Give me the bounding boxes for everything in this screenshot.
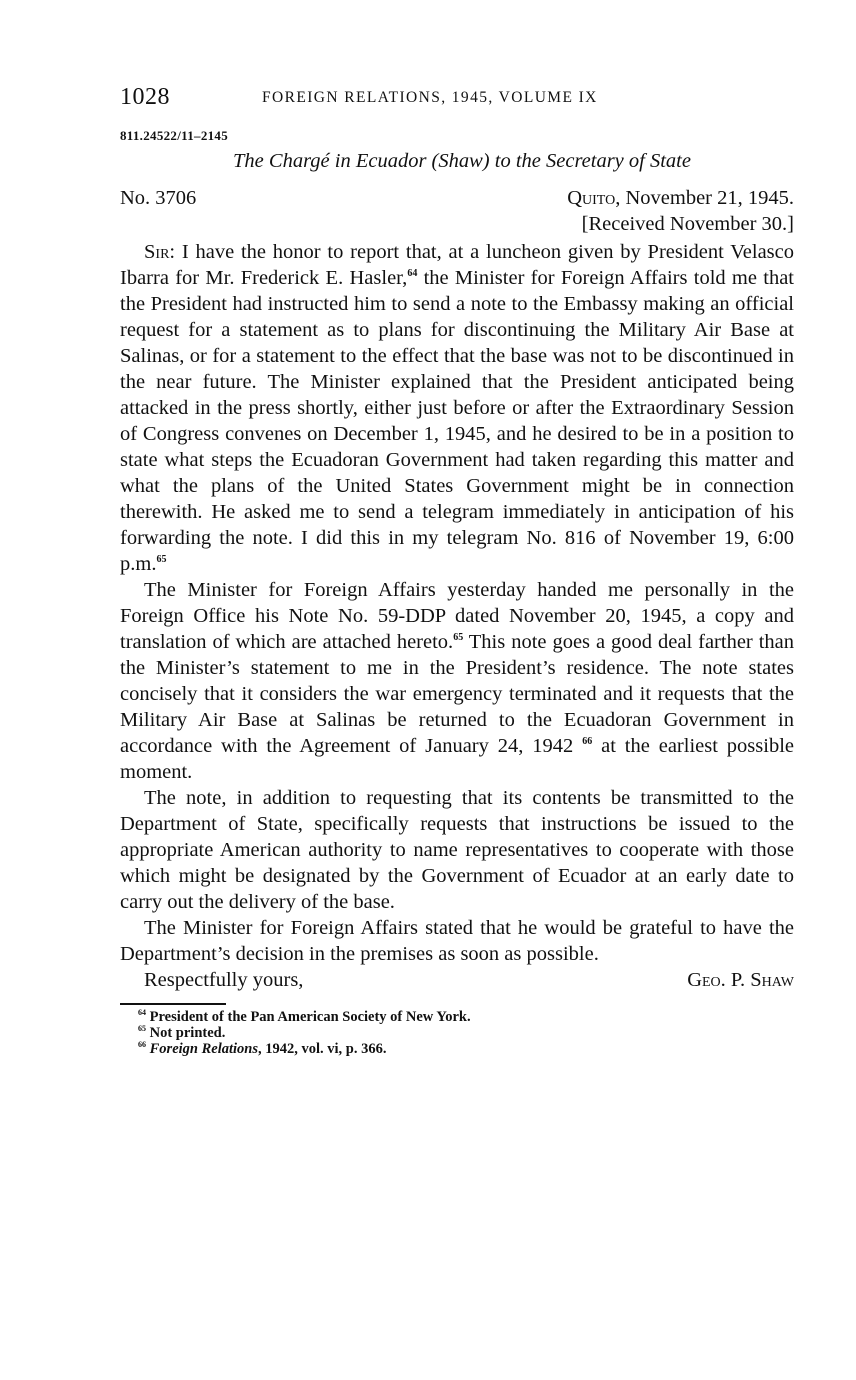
paragraph-1-text-b: the Minister for Foreign Affairs told me that the President had instructed him to send a note to the Embassy making an official request for a statement as to plans for discontinuing the Military Air Base at Salinas, or for a statement to the effect that the base was not to be discontinued in the near future. The Minister explained that the President anticipated being attacked in the press shortly, either just before or after the Extraordinary Session of Congress convenes on December 1, 1945, and he desired to be in a position to state what steps the Ecuadoran Government had taken regarding this matter and what the plans of the United States Government might be in connection therewith. He asked me to send a telegram immediately in anticipation of his forwarding the note. I did this in my telegram No. 816 of November 19, 6:00 p.m.	[120, 267, 795, 575]
file-number: 811.24522/11–2145	[120, 128, 229, 143]
dateline	[120, 187, 794, 239]
running-title: FOREIGN RELATIONS, 1945, VOLUME IX	[262, 89, 598, 106]
salutation: Sir	[144, 241, 170, 263]
footnote-text-italic: Foreign Relations	[149, 1041, 258, 1057]
footnote-ref: 65	[453, 632, 464, 643]
footnotes	[120, 1009, 794, 1057]
place-and-date	[567, 187, 794, 210]
footnote-66	[138, 1041, 794, 1057]
paragraph-4: The Minister for Foreign Affairs stated that he would be grateful to have the Department’s decision in the premises as soon as possible.	[120, 917, 794, 965]
footnote-text: , 1942, vol. vi, p. 366.	[258, 1041, 387, 1057]
footnote-number: 64	[138, 1008, 146, 1017]
footnote-65	[138, 1025, 794, 1041]
footnote-text: President of the Pan American Society of New York.	[149, 1009, 471, 1025]
running-head	[120, 84, 794, 114]
place: Quito	[567, 187, 616, 209]
paragraph-2-text-a: The Minister for Foreign Affairs yesterday handed me personally in the Foreign Office his Note No. 59-DDP dated November 20, 1945, a copy and translation of which are attached hereto.	[120, 579, 794, 653]
footnote-divider	[120, 1003, 226, 1005]
document-title: The Chargé in Ecuador (Shaw) to the Secretary of State	[233, 150, 691, 172]
paragraph-2-text-b: This note goes a good deal farther than the Minister’s statement to me in the President’s residence. The note states concisely that it considers the war emergency terminated and it requests that the Military Air Base at Salinas be returned to the Ecuadoran Government in accordance with the Agreement of January 24, 1942	[120, 631, 794, 757]
page-number: 1028	[120, 84, 170, 110]
document-page	[120, 84, 794, 1057]
signature: Geo. P. Shaw	[687, 969, 794, 991]
paragraph-2-text-c: at the earliest possible moment.	[120, 735, 794, 783]
closing-line	[120, 967, 794, 993]
received-date: [Received November 30.]	[581, 213, 794, 235]
footnote-ref: 65	[156, 554, 167, 565]
footnote-text: Not printed.	[149, 1025, 226, 1041]
paragraph-2	[120, 577, 794, 785]
footnote-64	[138, 1009, 794, 1025]
date: , November 21, 1945.	[615, 187, 794, 209]
footnote-number: 65	[138, 1024, 146, 1033]
footnote-ref: 64	[407, 268, 418, 279]
paragraph-3: The note, in addition to requesting that its contents be transmitted to the Department of State, specifically requests that instructions be issued to the appropriate American authority to name representatives to cooperate with those which might be designated by the Government of Ecuador at an early date to carry out the delivery of the base.	[120, 787, 794, 913]
footnote-number: 66	[138, 1040, 146, 1049]
letter-body	[120, 239, 794, 967]
footnote-ref: 66	[582, 736, 593, 747]
document-number: No. 3706	[120, 187, 197, 209]
paragraph-1	[120, 239, 794, 577]
complimentary-close: Respectfully yours,	[144, 969, 304, 991]
paragraph-1-text-a: : I have the honor to report that, at a luncheon given by President Velasco Ibarra for Mr. Frederick E. Hasler,	[120, 241, 794, 289]
